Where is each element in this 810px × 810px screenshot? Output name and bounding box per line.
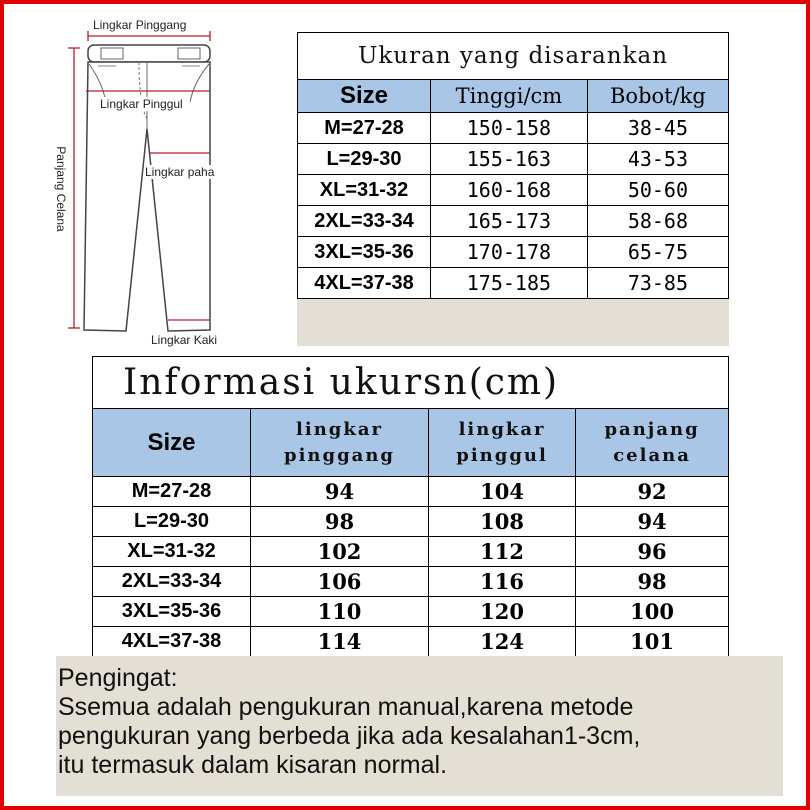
reminder-line: Ssemua adalah pengukuran manual,karena metode: [58, 693, 634, 721]
table-row: [298, 175, 729, 206]
header-hip-line1: lingkar: [458, 418, 546, 440]
header-size: Size: [93, 409, 251, 477]
reminder-heading: Pengingat:: [58, 664, 178, 692]
header-length-line1: panjang: [604, 418, 700, 440]
size-info-title: Informasi ukursn(cm): [93, 357, 729, 409]
thigh-label: Lingkar paha: [145, 165, 215, 179]
weight-cell: 58-68: [587, 206, 728, 237]
length-cell: 101: [576, 627, 729, 657]
length-cell: 96: [576, 537, 729, 567]
height-cell: 170-178: [431, 237, 588, 268]
size-info-table: [92, 356, 729, 657]
waist-cell: 102: [251, 537, 429, 567]
recommended-size-panel: [297, 32, 729, 346]
weight-cell: 38-45: [587, 113, 728, 144]
pants-outline-icon: [4, 4, 294, 354]
recommended-size-table: [297, 32, 729, 299]
header-weight: Bobot/kg: [587, 80, 728, 113]
table-row: [93, 597, 729, 627]
reminder-line: itu termasuk dalam kisaran normal.: [58, 751, 448, 779]
size-cell: 4XL=37-38: [93, 627, 251, 657]
length-label: Panjang Celana: [54, 146, 68, 232]
waist-cell: 94: [251, 477, 429, 507]
waist-cell: 110: [251, 597, 429, 627]
header-waist-line2: pinggang: [283, 444, 396, 466]
header-height: Tinggi/cm: [431, 80, 588, 113]
size-cell: L=29-30: [93, 507, 251, 537]
height-cell: 155-163: [431, 144, 588, 175]
waist-cell: 98: [251, 507, 429, 537]
hip-cell: 108: [429, 507, 576, 537]
weight-cell: 73-85: [587, 268, 728, 299]
recommended-size-title: Ukuran yang disarankan: [298, 33, 729, 80]
height-cell: 175-185: [431, 268, 588, 299]
hip-cell: 124: [429, 627, 576, 657]
header-size: Size: [298, 80, 431, 113]
table-row: [93, 537, 729, 567]
size-cell: XL=31-32: [93, 537, 251, 567]
table-row: [93, 627, 729, 657]
recommended-header-row: [298, 80, 729, 113]
waist-cell: 114: [251, 627, 429, 657]
hip-cell: 104: [429, 477, 576, 507]
header-waist-line1: lingkar: [296, 418, 383, 440]
table-row: [93, 507, 729, 537]
header-hip: [429, 409, 576, 477]
header-length-line2: celana: [613, 444, 691, 466]
reminder-note: [56, 656, 783, 796]
hip-label: Lingkar Pinggul: [100, 97, 183, 111]
hip-cell: 112: [429, 537, 576, 567]
size-cell: XL=31-32: [298, 175, 431, 206]
height-cell: 165-173: [431, 206, 588, 237]
table-row: [298, 268, 729, 299]
length-cell: 100: [576, 597, 729, 627]
height-cell: 150-158: [431, 113, 588, 144]
info-header-row: [93, 409, 729, 477]
weight-cell: 65-75: [587, 237, 728, 268]
size-cell: 2XL=33-34: [298, 206, 431, 237]
size-cell: 3XL=35-36: [298, 237, 431, 268]
table-row: [93, 477, 729, 507]
table-row: [93, 567, 729, 597]
length-cell: 94: [576, 507, 729, 537]
table-row: [298, 113, 729, 144]
weight-cell: 43-53: [587, 144, 728, 175]
reminder-line: pengukuran yang berbeda jika ada kesalahan1-3cm,: [58, 722, 641, 750]
header-hip-line2: pinggul: [456, 444, 548, 466]
length-cell: 98: [576, 567, 729, 597]
size-cell: M=27-28: [298, 113, 431, 144]
header-waist: [251, 409, 429, 477]
size-cell: 4XL=37-38: [298, 268, 431, 299]
table-row: [298, 237, 729, 268]
size-cell: 2XL=33-34: [93, 567, 251, 597]
hip-cell: 120: [429, 597, 576, 627]
weight-cell: 50-60: [587, 175, 728, 206]
hem-label: Lingkar Kaki: [151, 333, 218, 347]
size-info-panel: [92, 356, 729, 657]
pants-diagram: [4, 4, 294, 354]
waist-label: Lingkar Pinggang: [93, 18, 187, 32]
size-cell: 3XL=35-36: [93, 597, 251, 627]
height-cell: 160-168: [431, 175, 588, 206]
hip-cell: 116: [429, 567, 576, 597]
header-length: [576, 409, 729, 477]
size-cell: M=27-28: [93, 477, 251, 507]
size-cell: L=29-30: [298, 144, 431, 175]
table-row: [298, 144, 729, 175]
waist-cell: 106: [251, 567, 429, 597]
table-row: [298, 206, 729, 237]
length-cell: 92: [576, 477, 729, 507]
